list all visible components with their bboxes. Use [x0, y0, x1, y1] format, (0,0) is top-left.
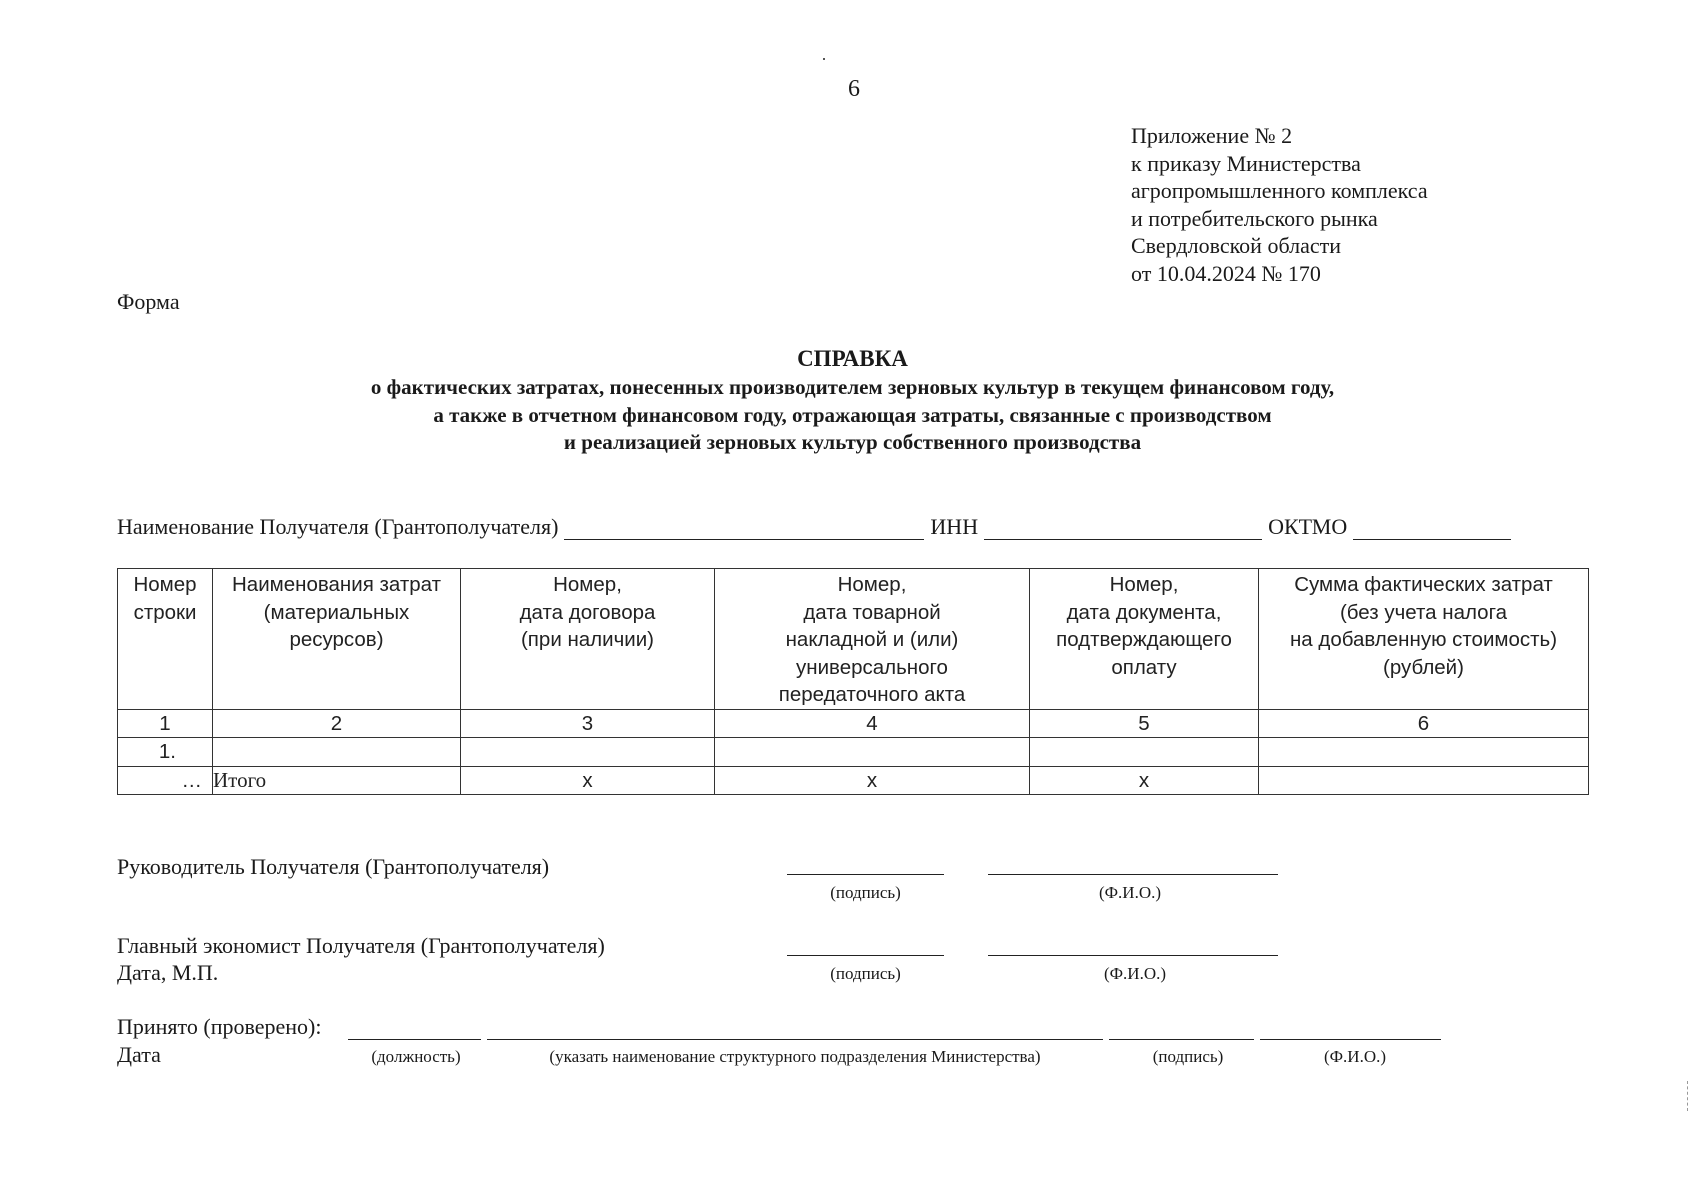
header-line: (без учета налога	[1339, 600, 1508, 624]
inn-field[interactable]	[984, 517, 1262, 540]
column-header	[1259, 569, 1589, 710]
date-label: Дата	[117, 1042, 161, 1067]
costs-table	[117, 568, 1589, 795]
column-number: 3	[461, 709, 715, 738]
scan-dot	[823, 58, 825, 60]
header-line: строки	[133, 600, 197, 624]
appendix-line: к приказу Министерства	[1131, 150, 1361, 176]
column-header	[715, 569, 1030, 710]
inn-label: ИНН	[930, 514, 979, 539]
column-number: 6	[1259, 709, 1589, 738]
table-cell[interactable]	[1259, 738, 1589, 767]
table-cell: x	[461, 766, 715, 795]
header-line: ресурсов)	[289, 628, 384, 651]
date-stamp-label: Дата, М.П.	[117, 960, 219, 985]
economist-fio-line[interactable]	[988, 955, 1278, 956]
header-line: Номер,	[837, 573, 907, 596]
head-signature-line[interactable]	[787, 874, 944, 875]
scan-edge-mark	[1687, 1081, 1690, 1111]
table-header-row	[118, 569, 1589, 710]
table-cell: …	[118, 766, 213, 795]
table-cell[interactable]	[461, 738, 715, 767]
fio-caption: (Ф.И.О.)	[1098, 883, 1162, 902]
total-label: Итого	[213, 766, 461, 795]
economist-signature-line[interactable]	[787, 955, 944, 956]
fio-caption: (Ф.И.О.)	[1323, 1047, 1387, 1066]
form-label: Форма	[117, 289, 180, 314]
document-title: СПРАВКА	[797, 346, 908, 371]
signature-caption: (подпись)	[1152, 1047, 1224, 1066]
column-number: 4	[715, 709, 1030, 738]
header-line: на добавленную стоимость)	[1289, 628, 1558, 651]
column-header	[461, 569, 715, 710]
header-line: Номер	[133, 573, 197, 596]
appendix-block	[1131, 122, 1428, 287]
header-line: передаточного акта	[778, 683, 966, 706]
appendix-line: Свердловской области	[1131, 233, 1341, 258]
appendix-line: агропромышленного комплекса	[1131, 178, 1428, 203]
header-line: универсального	[796, 655, 948, 679]
table-cell: 1.	[118, 738, 213, 767]
division-line[interactable]	[487, 1039, 1103, 1040]
accepted-signature-line[interactable]	[1109, 1039, 1254, 1040]
header-line: подтверждающего	[1056, 628, 1232, 651]
head-fio-line[interactable]	[988, 874, 1278, 875]
column-number: 2	[213, 709, 461, 738]
header-line: (материальных	[263, 600, 410, 624]
position-line[interactable]	[348, 1039, 481, 1040]
column-number: 1	[118, 709, 213, 738]
page-number: 6	[848, 76, 860, 102]
appendix-line: Приложение № 2	[1131, 123, 1293, 148]
signature-caption: (подпись)	[830, 964, 901, 983]
table-cell[interactable]	[715, 738, 1030, 767]
column-header	[1030, 569, 1259, 710]
header-line: дата договора	[519, 600, 656, 624]
header-line: Сумма фактических затрат	[1294, 573, 1553, 596]
document-subtitle-line: и реализацией зерновых культур собственного производства	[563, 430, 1142, 454]
position-caption: (должность)	[371, 1047, 461, 1066]
total-row	[118, 766, 1589, 795]
total-sum-cell[interactable]	[1259, 766, 1589, 795]
header-line: накладной и (или)	[785, 628, 959, 651]
header-line: оплату	[1111, 655, 1177, 679]
oktmo-label: ОКТМО	[1268, 514, 1348, 539]
accepted-fio-line[interactable]	[1260, 1039, 1441, 1040]
appendix-line: и потребительского рынка	[1131, 205, 1378, 231]
header-line: Номер,	[1109, 573, 1179, 596]
header-line: дата товарной	[803, 600, 941, 624]
appendix-line: от 10.04.2024 № 170	[1131, 260, 1321, 286]
table-cell[interactable]	[1030, 738, 1259, 767]
table-cell: x	[1030, 766, 1259, 795]
oktmo-field[interactable]	[1353, 517, 1511, 540]
fio-caption: (Ф.И.О.)	[1103, 964, 1167, 983]
signature-caption: (подпись)	[830, 883, 901, 902]
column-number: 5	[1030, 709, 1259, 738]
recipient-name-field[interactable]	[564, 517, 924, 540]
recipient-name-label: Наименование Получателя (Грантополучателя)	[117, 514, 559, 539]
table-cell[interactable]	[213, 738, 461, 767]
column-header	[118, 569, 213, 710]
economist-signature-label: Главный экономист Получателя (Грантополучателя)	[117, 933, 605, 958]
accepted-label: Принято (проверено):	[117, 1014, 322, 1039]
table-row	[118, 738, 1589, 767]
header-line: (при наличии)	[520, 628, 655, 651]
header-line: Наименования затрат	[232, 573, 441, 596]
column-number-row	[118, 709, 1589, 738]
document-title-block	[0, 344, 1695, 457]
recipient-row	[117, 514, 1577, 540]
header-line: Номер,	[553, 573, 622, 596]
header-line: (рублей)	[1383, 655, 1464, 679]
header-line: дата документа,	[1066, 600, 1222, 624]
document-subtitle-line: а также в отчетном финансовом году, отражающая затраты, связанные с производством	[433, 402, 1272, 427]
head-signature-label: Руководитель Получателя (Грантополучателя)	[117, 854, 550, 879]
column-header	[213, 569, 461, 710]
division-caption: (указать наименование структурного подразделения Министерства)	[549, 1047, 1041, 1066]
table-cell: x	[715, 766, 1030, 795]
document-subtitle-line: о фактических затратах, понесенных производителем зерновых культур в текущем финансовом году,	[370, 375, 1335, 399]
